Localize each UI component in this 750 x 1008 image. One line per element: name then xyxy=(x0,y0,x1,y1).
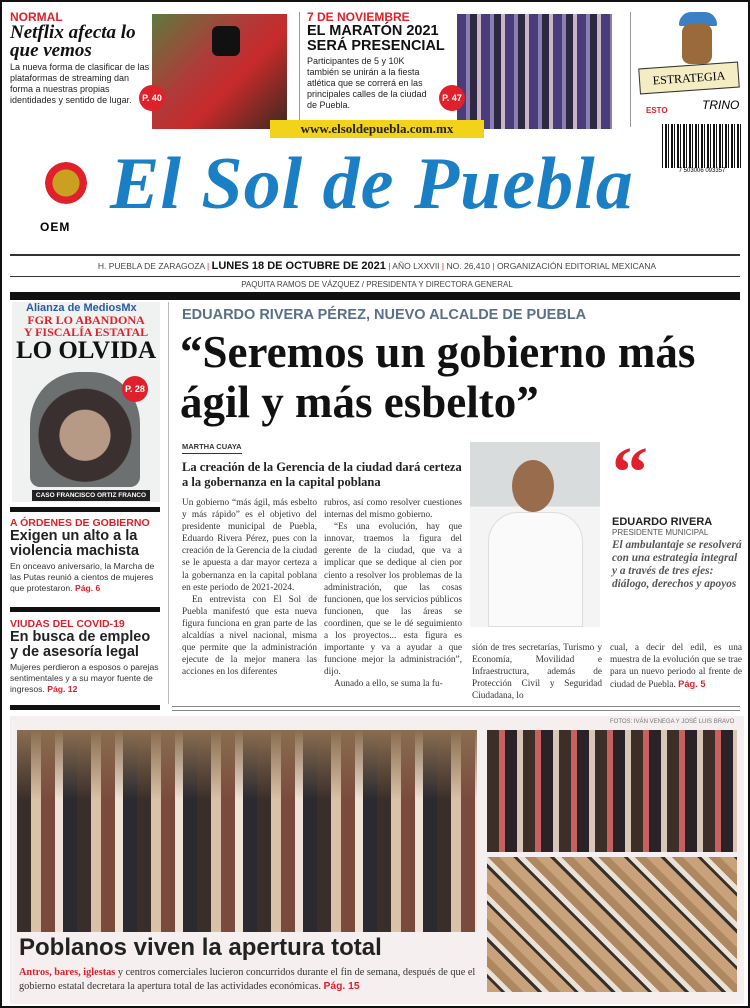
divider xyxy=(172,706,740,707)
paragraph: En entrevista con El Sol de Puebla manifestó que esta nueva figura funciona en gran parte de las alcaldías a nivel nacional, misma que permite que la administración ejecute de la mejor manera las acciones en los diferentes xyxy=(182,594,317,678)
hand-drawing xyxy=(682,24,712,64)
masthead-title: El Sol de Puebla xyxy=(110,143,634,225)
story-page: Pág. 6 xyxy=(74,583,101,593)
teaser-kicker: NORMAL xyxy=(10,10,63,24)
promo-brand: Alianza de MediosMx xyxy=(26,302,137,314)
bottom-lead-red: Antros, bares, iglestas xyxy=(19,967,116,978)
lead-column-3: sión de tres secretarías, Turismo y Economía, Movilidad e Infraestructura, además de Protección Civil y Seguridad Ciudadana, lo xyxy=(472,643,602,702)
photo-shade xyxy=(17,730,477,800)
paragraph: Aunado a ello, se suma la fu- xyxy=(334,679,443,690)
page-badge: P. 28 xyxy=(122,376,148,402)
paragraph: rubros, así como resolver cuestiones internas del mismo gobierno. xyxy=(324,498,462,521)
divider xyxy=(168,302,169,704)
story-page: Pág. 12 xyxy=(47,684,78,694)
story-text: Mujeres perdieron a esposos o parejas sentimentales y a su mayor fuente de ingresos. xyxy=(10,662,159,694)
teaser-kicker: 7 DE NOVIEMBRE xyxy=(307,10,410,24)
dateline-org: ORGANIZACIÓN EDITORIAL MEXICANA xyxy=(496,261,657,271)
dateline-number: NO. 26,410 xyxy=(446,261,490,271)
promo-line1: FGR LO ABANDONA xyxy=(27,313,145,327)
paragraph: Un gobierno “más ágil, más esbelto y más rápido” es el objetivo del presidente municipal de Puebla, Eduardo Rivera Pérez, pues con la creación de la Gerencia de la ciudad se le apuesta a dar mayor certeza a la gobernanza en la capital poblana en este periodo de 2021-2024. xyxy=(182,498,317,593)
cartoon-banner: ESTRATEGIA xyxy=(638,62,740,95)
black-rule xyxy=(10,292,740,300)
teaser-photo-netflix xyxy=(152,14,287,129)
bottom-text xyxy=(19,966,479,994)
black-rule xyxy=(10,507,160,512)
oem-logo xyxy=(39,162,93,208)
sidebar-story[interactable] xyxy=(10,517,160,594)
lead-kicker: EDUARDO RIVERA PÉREZ, NUEVO ALCALDE DE PUEBLA xyxy=(182,307,587,323)
bottom-photo-plaza xyxy=(487,857,737,992)
story-title: En busca de empleo y de asesoría legal xyxy=(10,629,151,660)
cartoon-signature: TRINO xyxy=(702,98,740,112)
cartoon-section: ESTO xyxy=(646,106,668,115)
barcode-number: 7 503006 093357 xyxy=(662,168,742,174)
divider xyxy=(172,710,740,711)
story-page: Pág. 15 xyxy=(323,981,360,992)
story-title: Exigen un alto a la violencia machista xyxy=(10,528,139,559)
shirt xyxy=(488,512,583,627)
dateline-city: H. PUEBLA DE ZARAGOZA xyxy=(97,261,205,271)
promo-line2: Y FISCALÍA ESTATAL xyxy=(23,325,149,339)
quote-mark-icon: “ xyxy=(612,432,648,512)
paragraph: cual, a decir del edil, es una muestra de la evolución que se trae para un nuevo periodo al frente de ciudad de Puebla. xyxy=(610,643,742,691)
bottom-photo-bar xyxy=(487,730,737,852)
paragraph: “Es una evolución, hay que innovar, traemos la figura del gerente de la ciudad, que va a implicar que se dedique al cien por ciento a resolver los problemas de la administración, que las cosas funcionen, que los servicios públicos funcionen, que las áreas se coordinen, que se le dé seguimiento a los proyectos... esta figura es importante y va a ayudar a que funcione mejor la administración”, dijo. xyxy=(324,522,462,678)
director-line: PAQUITA RAMOS DE VÁZQUEZ / PRESIDENTA Y DIRECTORA GENERAL xyxy=(241,280,513,289)
promo-caption: CASO FRANCISCO ORTIZ FRANCO xyxy=(32,490,150,501)
dateline: H. PUEBLA DE ZARAGOZA | LUNES 18 DE OCTUBRE DE 2021 | AÑO LXXVII | NO. 26,410 | ORGANIZACIÓN EDITORIAL MEXICANA xyxy=(97,260,657,272)
lead-headline[interactable]: “Seremos un gobierno más ágil y más esbelto” xyxy=(180,327,696,427)
teaser-maraton[interactable] xyxy=(307,10,455,111)
photo-credit: FOTOS: IVÁN VENEGA Y JOSÉ LUIS BRAVO xyxy=(610,719,735,725)
website-link[interactable]: www.elsoldepuebla.com.mx xyxy=(270,120,484,138)
oem-logo-text: OEM xyxy=(40,220,71,234)
lead-column-4 xyxy=(610,642,742,691)
lead-byline: MARTHA CUAYA xyxy=(182,442,242,454)
divider xyxy=(10,276,740,277)
promo-big: LO OLVIDA xyxy=(15,337,157,364)
teaser-title: EL MARATÓN 2021 SERÁ PRESENCIAL xyxy=(307,23,445,54)
lead-photo-rivera xyxy=(470,442,600,627)
promo-alianza[interactable] xyxy=(12,302,160,502)
story-kicker: VIUDAS DEL COVID-19 xyxy=(10,618,125,630)
divider xyxy=(630,12,631,127)
lead-column-1 xyxy=(182,497,317,678)
black-rule xyxy=(10,705,160,710)
bottom-headline: Poblanos viven la apertura total xyxy=(19,934,382,961)
quote-role: PRESIDENTE MUNICIPAL xyxy=(612,528,709,537)
teaser-title: Netflix afecta lo que vemos xyxy=(10,22,136,61)
page-badge: P. 47 xyxy=(439,85,465,111)
story-text: En onceavo aniversario, la Marcha de las Putas reunió a cientos de mujeres que protestaron. xyxy=(10,561,155,593)
teaser-netflix[interactable] xyxy=(10,10,152,106)
face xyxy=(512,460,554,512)
lead-subhead: La creación de la Gerencia de la ciudad dará certeza a la gobernanza en la capital poblana xyxy=(182,460,462,489)
sidebar-story[interactable] xyxy=(10,618,160,695)
bottom-photo-church xyxy=(17,730,477,932)
mask-figure xyxy=(212,26,240,56)
sun-emblem-icon xyxy=(45,162,87,204)
page-badge: P. 40 xyxy=(139,85,165,111)
quote-name: EDUARDO RIVERA xyxy=(612,516,713,528)
teaser-photo-maraton xyxy=(457,14,612,129)
black-rule xyxy=(10,607,160,612)
divider xyxy=(10,254,740,256)
story-kicker: A ÓRDENES DE GOBIERNO xyxy=(10,517,150,529)
lead-column-2 xyxy=(324,497,462,691)
dateline-year: AÑO LXXVII xyxy=(392,261,440,271)
divider xyxy=(299,12,300,124)
quote-text: El ambulantaje se resolverá con una estrategia integral y a través de tres ejes: diálogo, derechos y apoyos xyxy=(612,539,742,590)
story-page: Pág. 5 xyxy=(678,679,706,690)
pull-quote xyxy=(612,432,742,591)
cartoon-estrategia[interactable] xyxy=(634,10,744,120)
teaser-text: La nueva forma de clasificar de las plataformas de streaming dan forma a nuestras propias identidades y sentido de lugar. xyxy=(10,62,150,105)
dateline-date: LUNES 18 DE OCTUBRE DE 2021 xyxy=(211,260,386,272)
bottom-body: y centros comerciales lucieron concurridos durante el fin de semana, después de que el gobierno estatal decretara la apertura total de las actividades económicas. xyxy=(19,967,476,992)
teaser-text: Participantes de 5 y 10K también se unirán a la fiesta atlética que se correrá en las principales calles de la ciudad de Puebla. xyxy=(307,56,427,110)
